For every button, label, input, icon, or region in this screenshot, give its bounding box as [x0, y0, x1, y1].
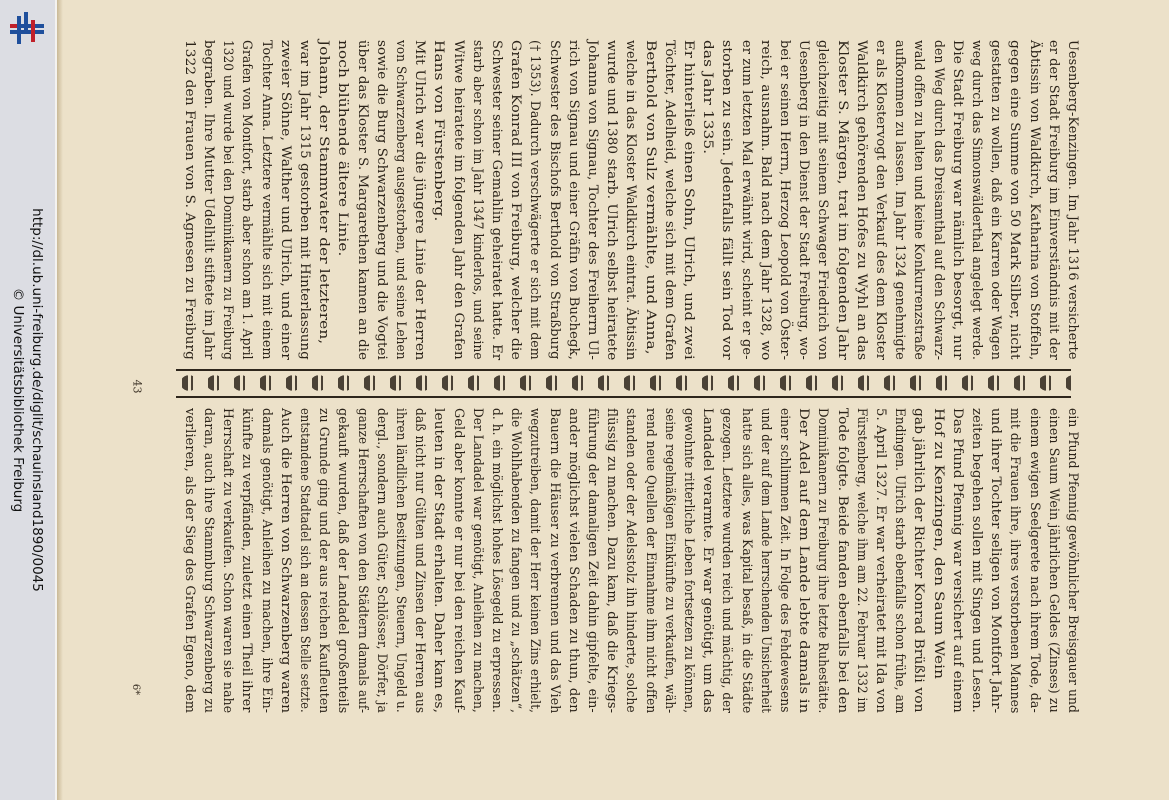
text-line: Hof zu Kenzingen, den Saum Wein: [930, 408, 946, 680]
library-logo-icon: [7, 10, 47, 48]
text-line: Berthold von Sulz vermählte, und Anna,: [642, 40, 658, 355]
text-line: hatte sich alles, was Kapital besaß, in die Städte: [738, 408, 754, 714]
text-line: einer schlimmen Zeit. In Folge des Fehdewesens: [777, 408, 792, 713]
text-line: führung der damaligen Zeit dahin gipfelte, ein-: [585, 408, 600, 713]
text-line: Auch die Herren von Schwarzenberg waren: [277, 408, 293, 714]
text-line: Waldkirch gehörenden Hofes zu Wyhl an das: [853, 40, 869, 361]
text-line: aufkommen zu lassen. Im Jahr 1324 genehmigte: [892, 40, 908, 360]
text-line: Er hinterließ einen Sohn, Ulrich, und zwei: [681, 40, 696, 360]
text-line: Schwester des Bischofs Berthold von Straßburg: [546, 40, 562, 360]
text-line: 1322 den Frauen von S. Agnesen zu Freiburg: [181, 40, 197, 361]
text-line: ander möglichst vielen Schaden zu thun, den: [565, 408, 581, 713]
sidebar-text: [8, 208, 46, 592]
text-line: verlieren, als der Sieg des Grafen Egeno, dem: [181, 408, 197, 714]
text-line: den Weg durch das Dreisamthal auf den Schwarz-: [930, 40, 946, 361]
text-line: flüssig zu machen. Dazu kam, daß die Kriegs-: [604, 408, 620, 714]
text-line: war im Jahr 1315 gestorben mit Hinterlassung: [297, 40, 312, 360]
text-line: gab jährlich der Richter Konrad Brüßli von: [911, 408, 927, 713]
text-line: und ihrer Tochter seligen von Montfort Jahr-: [988, 408, 1004, 714]
text-line: 5. April 1327. Er war verheiratet mit Ida von: [873, 408, 888, 714]
page-number: 43: [130, 379, 144, 394]
text-line: Herrschaft zu verkaufen. Schon waren sie nahe: [220, 408, 236, 714]
text-line: zeiten begehen sollen mit Singen und Lesen.: [969, 408, 984, 713]
text-line: Tochter Anna. Letztere vermählte sich mit einem: [258, 40, 274, 360]
text-line: gezogen. Letztere wurden reich und mächtig, der: [719, 408, 735, 714]
text-line: († 1353). Dadurch verschwägerte er sich mit dem: [527, 40, 543, 360]
text-line: Der Landadel war genötigt, Anleihen zu machen,: [469, 408, 485, 713]
text-line: ganze Herrschaften von den Städtern damals auf-: [354, 408, 370, 714]
text-line: 1320 und wurde bei den Dominikanern zu Freiburg: [220, 40, 236, 360]
text-line: daß nicht nur Gülten und Zinsen der Herren aus: [412, 408, 428, 714]
text-line: begraben. Ihre Mutter Udelhilt stiftete im Jahr: [201, 40, 216, 360]
text-line: ein Pfund Pfennig gewöhnlicher Breisgauer und: [1065, 408, 1080, 714]
text-line: weg durch das Simonswälderthal angelegt werde.: [969, 40, 984, 361]
page-shadow: [57, 0, 63, 800]
text-line: Hans von Fürstenberg.: [431, 40, 447, 222]
text-line: Töchter, Adelheid, welche sich mit dem Grafen: [661, 40, 677, 361]
text-line: gestatten zu wollen, daß ein Karren oder Wagen: [988, 40, 1004, 361]
text-line: das Jahr 1335.: [700, 40, 716, 155]
text-line: künfte zu verpfänden, zuletzt einen Theil ihrer: [239, 408, 255, 713]
text-line: Mit Ulrich war die jüngere Linie der Herren: [412, 40, 428, 361]
text-line: Witwe heiratete im folgenden Jahr den Grafen: [450, 40, 466, 360]
text-line: Schwester seiner Gemahlin geheiratet hatte. Er: [489, 40, 504, 361]
text-line: zu Grunde ging und der aus reichen Kaufleuten: [316, 408, 332, 714]
text-line: er zum letzten Mal erwähnt wird, scheint er ge-: [738, 40, 754, 360]
text-line: einem ewigen Seelgerete nach ihrem Tode, da-: [1026, 408, 1042, 713]
sidebar: [0, 0, 55, 800]
text-line: über das Kloster S. Margarethen kamen an die: [354, 40, 370, 361]
text-line: seine regelmäßigen Einkünfte zu verkaufen, wäh-: [661, 408, 677, 714]
text-line: noch blühende ältere Linie.: [335, 40, 351, 257]
copyright-notice: © Universitätsbibliothek Freiburg: [10, 287, 26, 513]
text-line: gleichzeitig mit seinem Schwager Friedrich von: [815, 40, 831, 361]
text-line: von Schwarzenberg ausgestorben, und seine Lehen: [393, 40, 408, 360]
text-line: Uesenberg in den Dienst der Stadt Freiburg, wo-: [796, 40, 812, 360]
text-line: Die Stadt Freiburg war nämlich besorgt, nur: [949, 40, 965, 360]
text-line: Tode folgte. Beide fanden ebenfalls bei den: [834, 408, 850, 714]
text-line: Fürstenberg, welche ihm am 22. Februar 1332 im: [853, 408, 869, 713]
text-line: reich, ausnahm. Bald nach dem Jahr 1328, wo: [757, 40, 773, 361]
text-line: die Wohlhabenden zu fangen und zu „schätzen“,: [508, 408, 524, 714]
text-line: Äbtissin von Waldkirch, Katharina von Stoffeln,: [1026, 40, 1042, 361]
text-line: dergl., sondern auch Güter, Schlösser, Dörfer, ja: [373, 408, 389, 713]
text-line: mit die Frauen ihre, ihres verstorbenen Mannes: [1007, 408, 1023, 714]
text-line: rend neue Quellen der Einnahme ihm nicht offen: [642, 408, 658, 714]
text-line: Dominikanern zu Freiburg ihre letzte Ruhestätte.: [815, 408, 831, 714]
text-line: Johanna von Signau, Tochter des Freiherrn Ul-: [585, 40, 600, 360]
source-url[interactable]: http://dl.ub.uni-freiburg.de/diglit/schauinsland1890/0045: [29, 208, 45, 592]
text-line: Grafen von Montfort, starb aber schon am 1. April: [239, 40, 255, 360]
text-line: Uesenberg-Kenzingen. Im Jahr 1316 versicherte: [1065, 40, 1080, 360]
text-line: Grafen Konrad III von Freiburg, welcher die: [508, 40, 524, 360]
text-line: leuten in der Stadt erhalten. Daher kam es,: [431, 408, 447, 713]
text-line: einen Saum Wein jährlichen Geldes (Zinses) zu: [1045, 408, 1061, 713]
text-line: rich von Signau und einer Gräfin von Buchegk,: [565, 40, 581, 361]
text-line: zweier Söhne, Walther und Ulrich, und einer: [277, 40, 293, 361]
text-line: wurde und 1380 starb. Ulrich selbst heiratete: [604, 40, 620, 361]
text-line: Geld aber konnte er nur bei den reichen Kauf-: [450, 408, 466, 714]
text-line: Endingen. Ulrich starb ebenfalls schon frühe, am: [892, 408, 908, 714]
text-line: bei er seinen Herrn, Herzog Leopold von Öster-: [777, 40, 792, 361]
text-line: ihren ländlichen Besitzungen, Steuern, Ungeld u.: [393, 408, 408, 713]
text-line: Johann, der Stammvater der letzteren,: [316, 40, 332, 345]
text-line: er der Stadt Freiburg im Einverständnis mit der: [1045, 40, 1061, 361]
text-line: gegen eine Summe von 50 Mark Silber, nicht: [1007, 40, 1023, 360]
text-line: er als Klostervogt den Verkauf des dem Kloster: [873, 40, 888, 361]
text-line: standen oder der Adelsstolz ihn hinderte, solche: [623, 408, 639, 713]
text-line: d. h. ein möglichst hohes Lösegeld zu erpressen.: [489, 408, 504, 713]
text-line: Landadel verarmte. Er war genötigt, um das: [700, 408, 716, 713]
ornament-rule-bottom: [176, 396, 1071, 398]
text-line: Bauern die Häuser zu verbrennen und das Vieh: [546, 408, 562, 714]
text-line: wegzutreiben, damit der Herr keinen Zins erhielt,: [527, 408, 543, 713]
text-line: storben zu sein. Jedenfalls fällt sein Tod vor: [719, 40, 735, 360]
text-line: daran, auch ihre Stammburg Schwarzenberg zu: [201, 408, 216, 714]
text-line: Kloster S. Märgen, trat im folgenden Jahr: [834, 40, 850, 361]
text-line: Das Pfund Pfennig war versichert auf einem: [949, 408, 965, 713]
signature-mark: 6*: [130, 683, 142, 696]
text-line: entstandene Stadtadel sich an dessen Stelle setzte.: [297, 408, 312, 713]
ornamental-border: [176, 370, 1071, 396]
text-line: gekauft wurden, daß der Landadel großenteils: [335, 408, 351, 714]
text-line: wald offen zu halten und keine Konkurrenzstraße: [911, 40, 927, 360]
text-line: damals genötigt, Anleihen zu machen, ihre Ein-: [258, 408, 274, 714]
text-line: gewohnte ritterliche Leben fortsetzen zu können,: [681, 408, 696, 714]
text-line: Der Adel auf dem Lande lebte damals in: [796, 408, 812, 714]
text-line: starb aber schon im Jahr 1347 kinderlos, und seine: [469, 40, 485, 360]
text-line: und der auf dem Lande herrschenden Unsicherheit: [757, 408, 773, 714]
text-line: welche in das Kloster Waldkirch eintrat. Äbtissin: [623, 40, 639, 361]
text-line: sowie die Burg Schwarzenberg und die Vogtei: [373, 40, 389, 360]
